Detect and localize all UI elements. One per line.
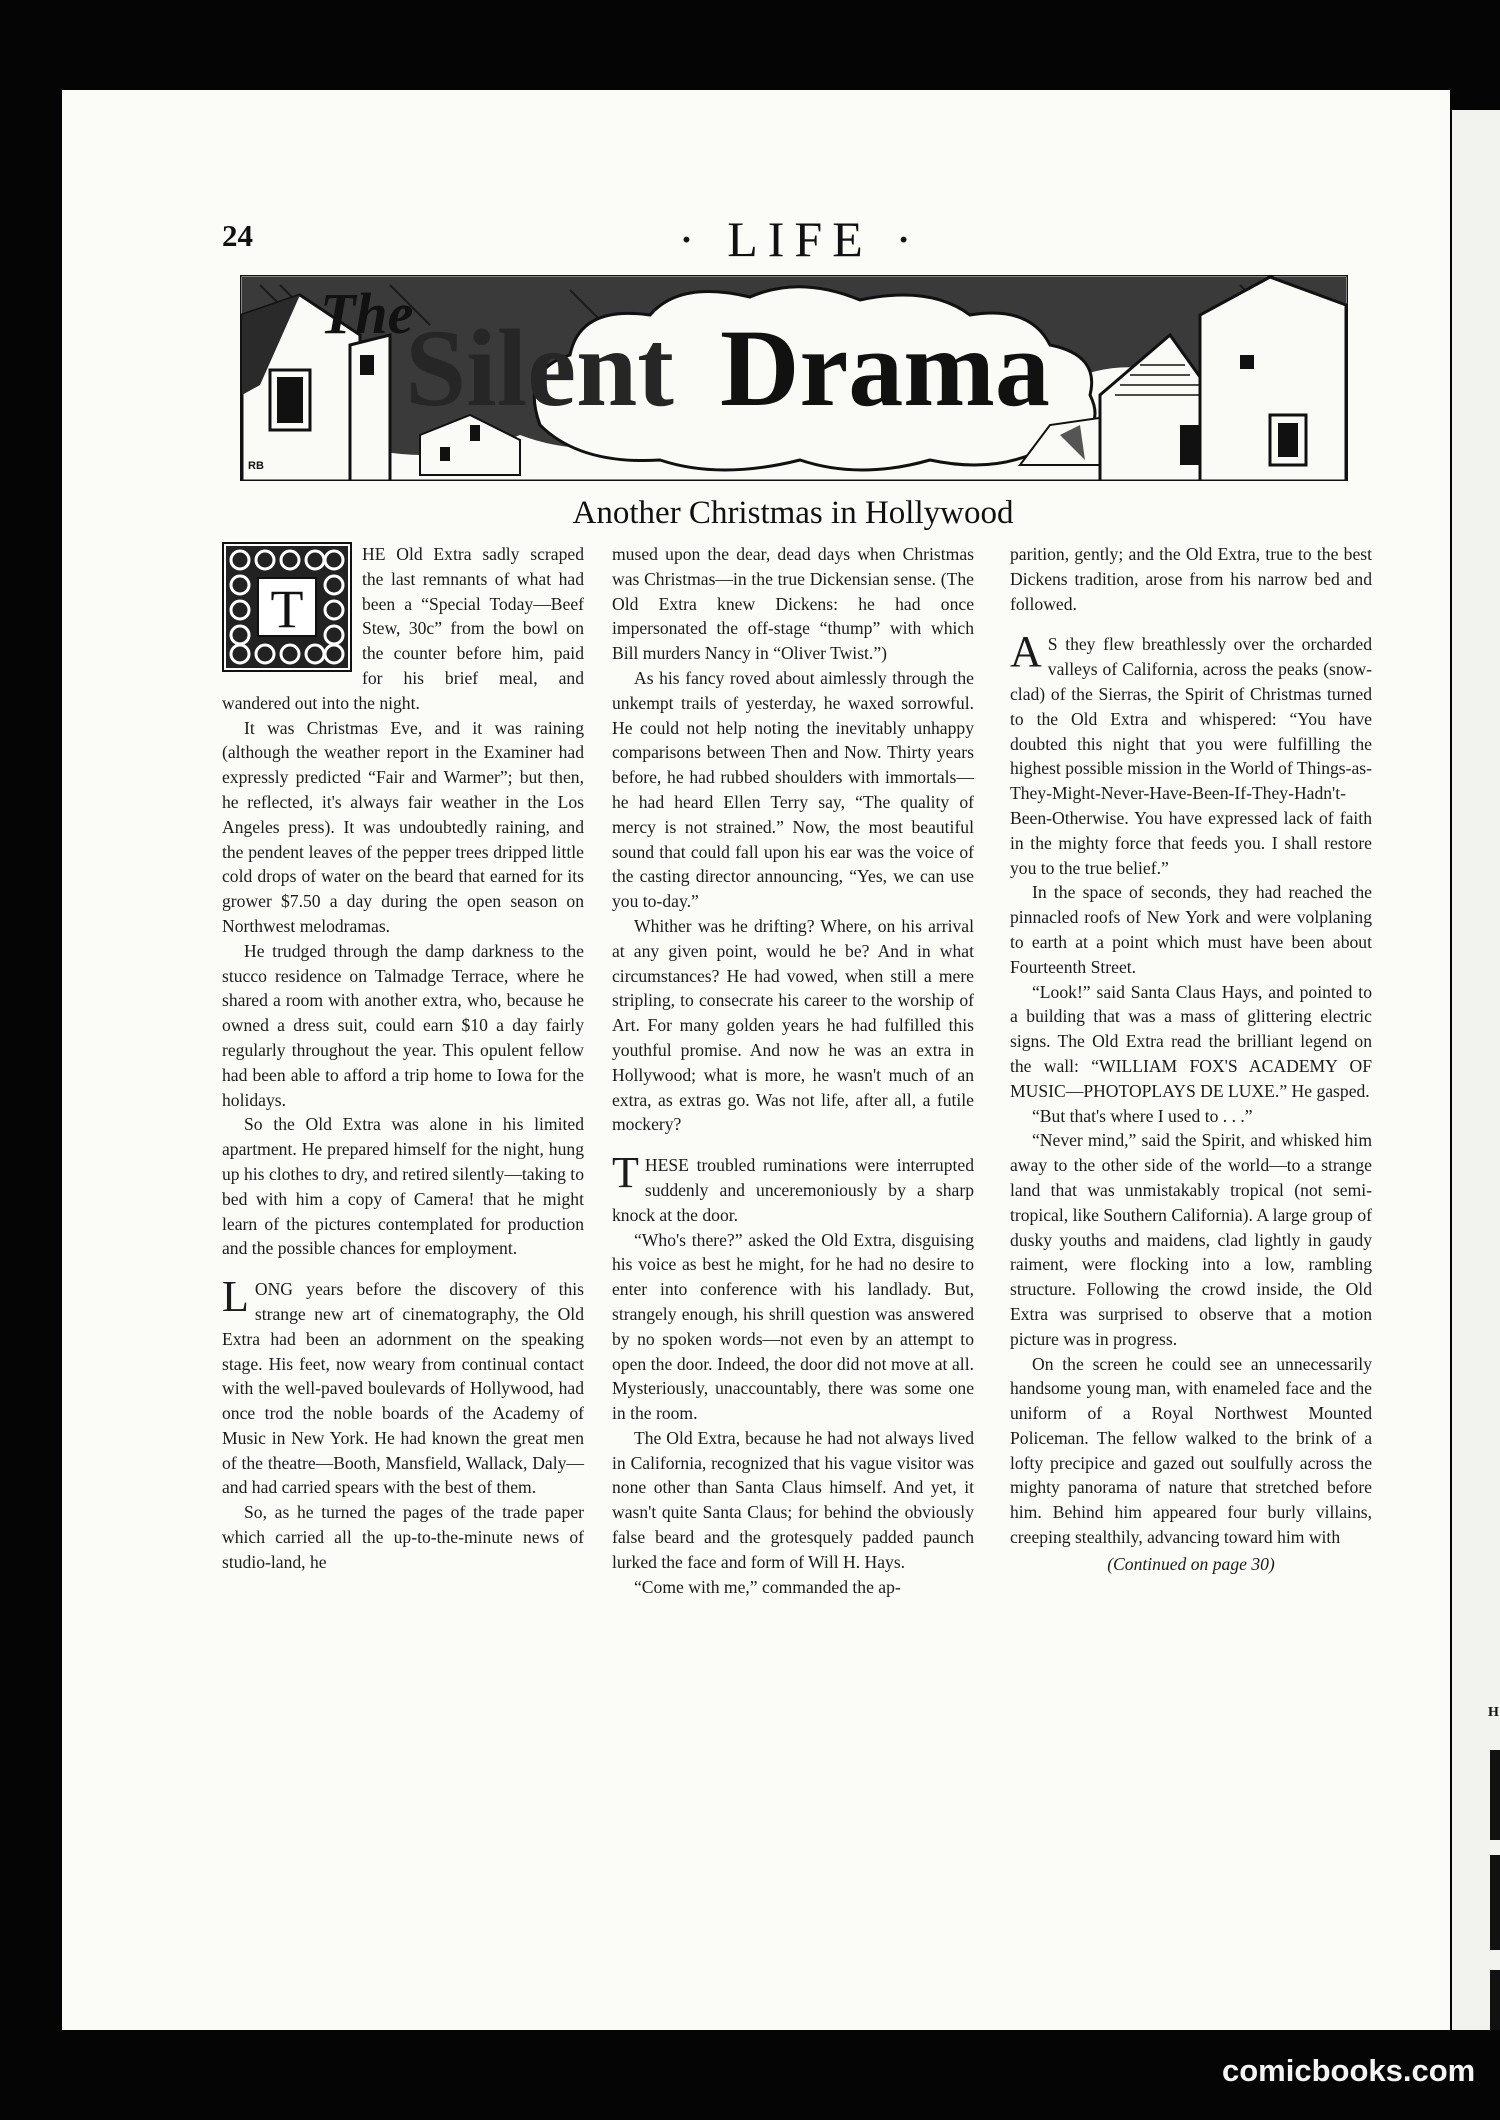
facing-page-ink-3 [1490,1970,1500,2030]
col1-paragraph-5: ONG years before the discovery of this strange new art of cinematography, the Old Extra had been an adornment on the speaking stage. His feet, now weary from continual contact with the well-paved boulevards of Hollywood, had once trod the noble boards of the Academy of Music in New York. He had known the great men of the theatre—Booth, Mansfield, Wallack, Daly—and had carried spears with the best of them. [222,1279,584,1498]
drop-cap-a: A [1010,627,1042,677]
col2-section-paragraph [612,1148,974,1227]
svg-text:RB: RB [248,460,264,472]
col1-paragraph-4: So the Old Extra was alone in his limited apartment. He prepared himself for the night, hung up his clothes to dry, and retired silently—taking to bed with him a copy of Camera! that he might learn of the pictures contemplated for production and the possible chances for employment. [222,1114,584,1259]
svg-text:The: The [320,281,414,346]
col2-paragraph-7: “Come with me,” commanded the ap- [634,1576,901,1597]
col1-section-2-paragraph [222,1272,584,1500]
col2-paragraph-3: Whither was he drifting? Where, on his arrival at any given point, would he be? And in what circumstances? He had vowed, when still a mere stripling, to consecrate his career to the worship of Art. For many golden years he had fulfilled this youthful promise. And now he was an extra in Hollywood; what is more, he wasn't much of an extra, as extras go. Was not life, after all, a futile mockery? [612,915,974,1135]
svg-text:Drama: Drama [720,307,1050,429]
ornate-initial-letter [222,542,352,672]
drop-cap-t: T [612,1148,639,1198]
continued-on-note: (Continued on page 30) [1107,1553,1275,1574]
col3-paragraph-3: In the space of seconds, they had reached the pinnacled roofs of New York and were volplaning to earth at a point which must have been about Fourteenth Street. [1010,882,1372,977]
col3-section-paragraph [1010,627,1373,880]
silent-drama-banner-illustration [240,275,1348,481]
col1-paragraph-3: He trudged through the damp darkness to the stucco residence on Talmadge Terrace, where he shared a room with another extra, who, because he owned a dress suit, could earn $10 a day fairly regularly throughout the year. This opulent fellow had been able to afford a trip home to Iowa for the holidays. [222,940,584,1110]
col3-paragraph-7: On the screen he could see an unnecessarily handsome young man, with enameled face and the uniform of a Royal Northwest Mounted Policeman. The fellow walked to the brink of a lofty precipice and gazed out soulfully across the mighty panorama of nature that stretched before him. Behind him appeared four burly villains, creeping stealthily, advancing toward him with [1010,1353,1372,1548]
col1-paragraph-1: HE Old Extra sadly scraped the last remnants of what had been a “Special Today—Beef Stew, 30c” from the bowl on the counter before him, paid for his brief meal, and wandered out into the night. [222,544,584,713]
facing-page-ink-1 [1490,1750,1500,1840]
magazine-masthead: · LIFE · [678,211,922,267]
col3-paragraph-4: “Look!” said Santa Claus Hays, and pointed to a building that was a mass of glittering electric signs. The Old Extra read the brilliant legend on the wall: “WILLIAM FOX'S ACADEMY OF MUSIC—PHOTOPLAYS DE LUXE.” He gasped. [1010,981,1372,1101]
col1-paragraph-2: It was Christmas Eve, and it was raining (although the weather report in the Examiner had expressly predicted “Fair and Warmer”; but then, he reflected, it's always fair weather in the Los Angeles press). It was undoubtedly raining, and the pendent leaves of the pepper trees dripped little cold drops of water on the beard that earned for its grower $7.50 a day during the open season on Northwest melodramas. [222,717,584,936]
watermark: comicbooks.com [1222,2053,1476,2088]
col3-paragraph-2: S they flew breathlessly over the orcharded valleys of California, across the peaks (snow-clad) of the Sierras, the Spirit of Christmas turned to the Old Extra and whispered: “You have doubted this night that you were fulfilling the highest possible mission in the World of Things-as-They-Might-Never-Have-Been-If-They-Hadn't-Been-Otherwise. You have expressed lack of faith in the mighty force that feeds you. I shall restore you to the true belief.” [1010,634,1373,878]
drop-cap-l: L [222,1272,249,1322]
facing-page-edge [1452,110,1500,2030]
article-column-1 [222,542,584,1575]
col2-paragraph-5: “Who's there?” asked the Old Extra, disguising his voice as best he might, for he had no desire to enter into conference with his landlady. But, strangely enough, his shrill question was answered by no spoken words—not even by an attempt to open the door. Indeed, the door did not move at all. Mysteriously, unaccountably, there was some one in the room. [612,1229,974,1424]
article-title: Another Christmas in Hollywood [572,495,1014,531]
page-number: 24 [222,218,253,253]
col3-paragraph-5: “But that's where I used to . . .” [1032,1105,1253,1126]
col2-paragraph-6: The Old Extra, because he had not always lived in California, recognized that his vague visitor was none other than Santa Claus himself. And yet, it wasn't quite Santa Claus; for behind the obviously false beard and the grotesquely padded paunch lurked the face and form of Will H. Hays. [612,1427,974,1572]
article-column-3 [1010,542,1372,1577]
col2-paragraph-2: As his fancy roved about aimlessly through the unkempt trails of yesterday, he waxed sorrowful. He could not help noting the inevitably unhappy comparisons between Then and Now. Thirty years before, he had rubbed shoulders with immortals—he had heard Ellen Terry say, “The quality of mercy is not strained.” Now, the most beautiful sound that could fall upon his ear was the voice of the casting director announcing, “Yes, we can use you to-day.” [612,667,974,912]
col2-paragraph-4: HESE troubled ruminations were interrupted suddenly and unceremoniously by a sharp knock at the door. [612,1155,974,1225]
col3-paragraph-1: parition, gently; and the Old Extra, true to the best Dickens tradition, arose from his narrow bed and followed. [1010,544,1372,614]
article-column-2 [612,542,974,1599]
col2-paragraph-1: mused upon the dear, dead days when Christmas was Christmas—in the true Dickensian sense. (The Old Extra knew Dickens: he had once impersonated the off-stage “thump” with which Bill murders Nancy in “Oliver Twist.”) [612,544,974,664]
initial-letter-glyph: T [270,579,304,639]
facing-page-ink-2 [1490,1855,1500,1950]
col3-paragraph-6: “Never mind,” said the Spirit, and whisked him away to the other side of the world—to a strange land that was unmistakably tropical (not semi-tropical, like Southern California). A large group of dusky youths and maidens, clad lightly in gaudy raiment, were flocking into a low, rambling structure. Following the crowd inside, the Old Extra was surprised to observe that a motion picture was in progress. [1010,1130,1372,1349]
svg-text:Silent: Silent [405,307,674,429]
col1-paragraph-6: So, as he turned the pages of the trade paper which carried all the up-to-the-minute news of studio-land, he [222,1502,584,1572]
facing-page-fragment: H [1488,1705,1499,1720]
